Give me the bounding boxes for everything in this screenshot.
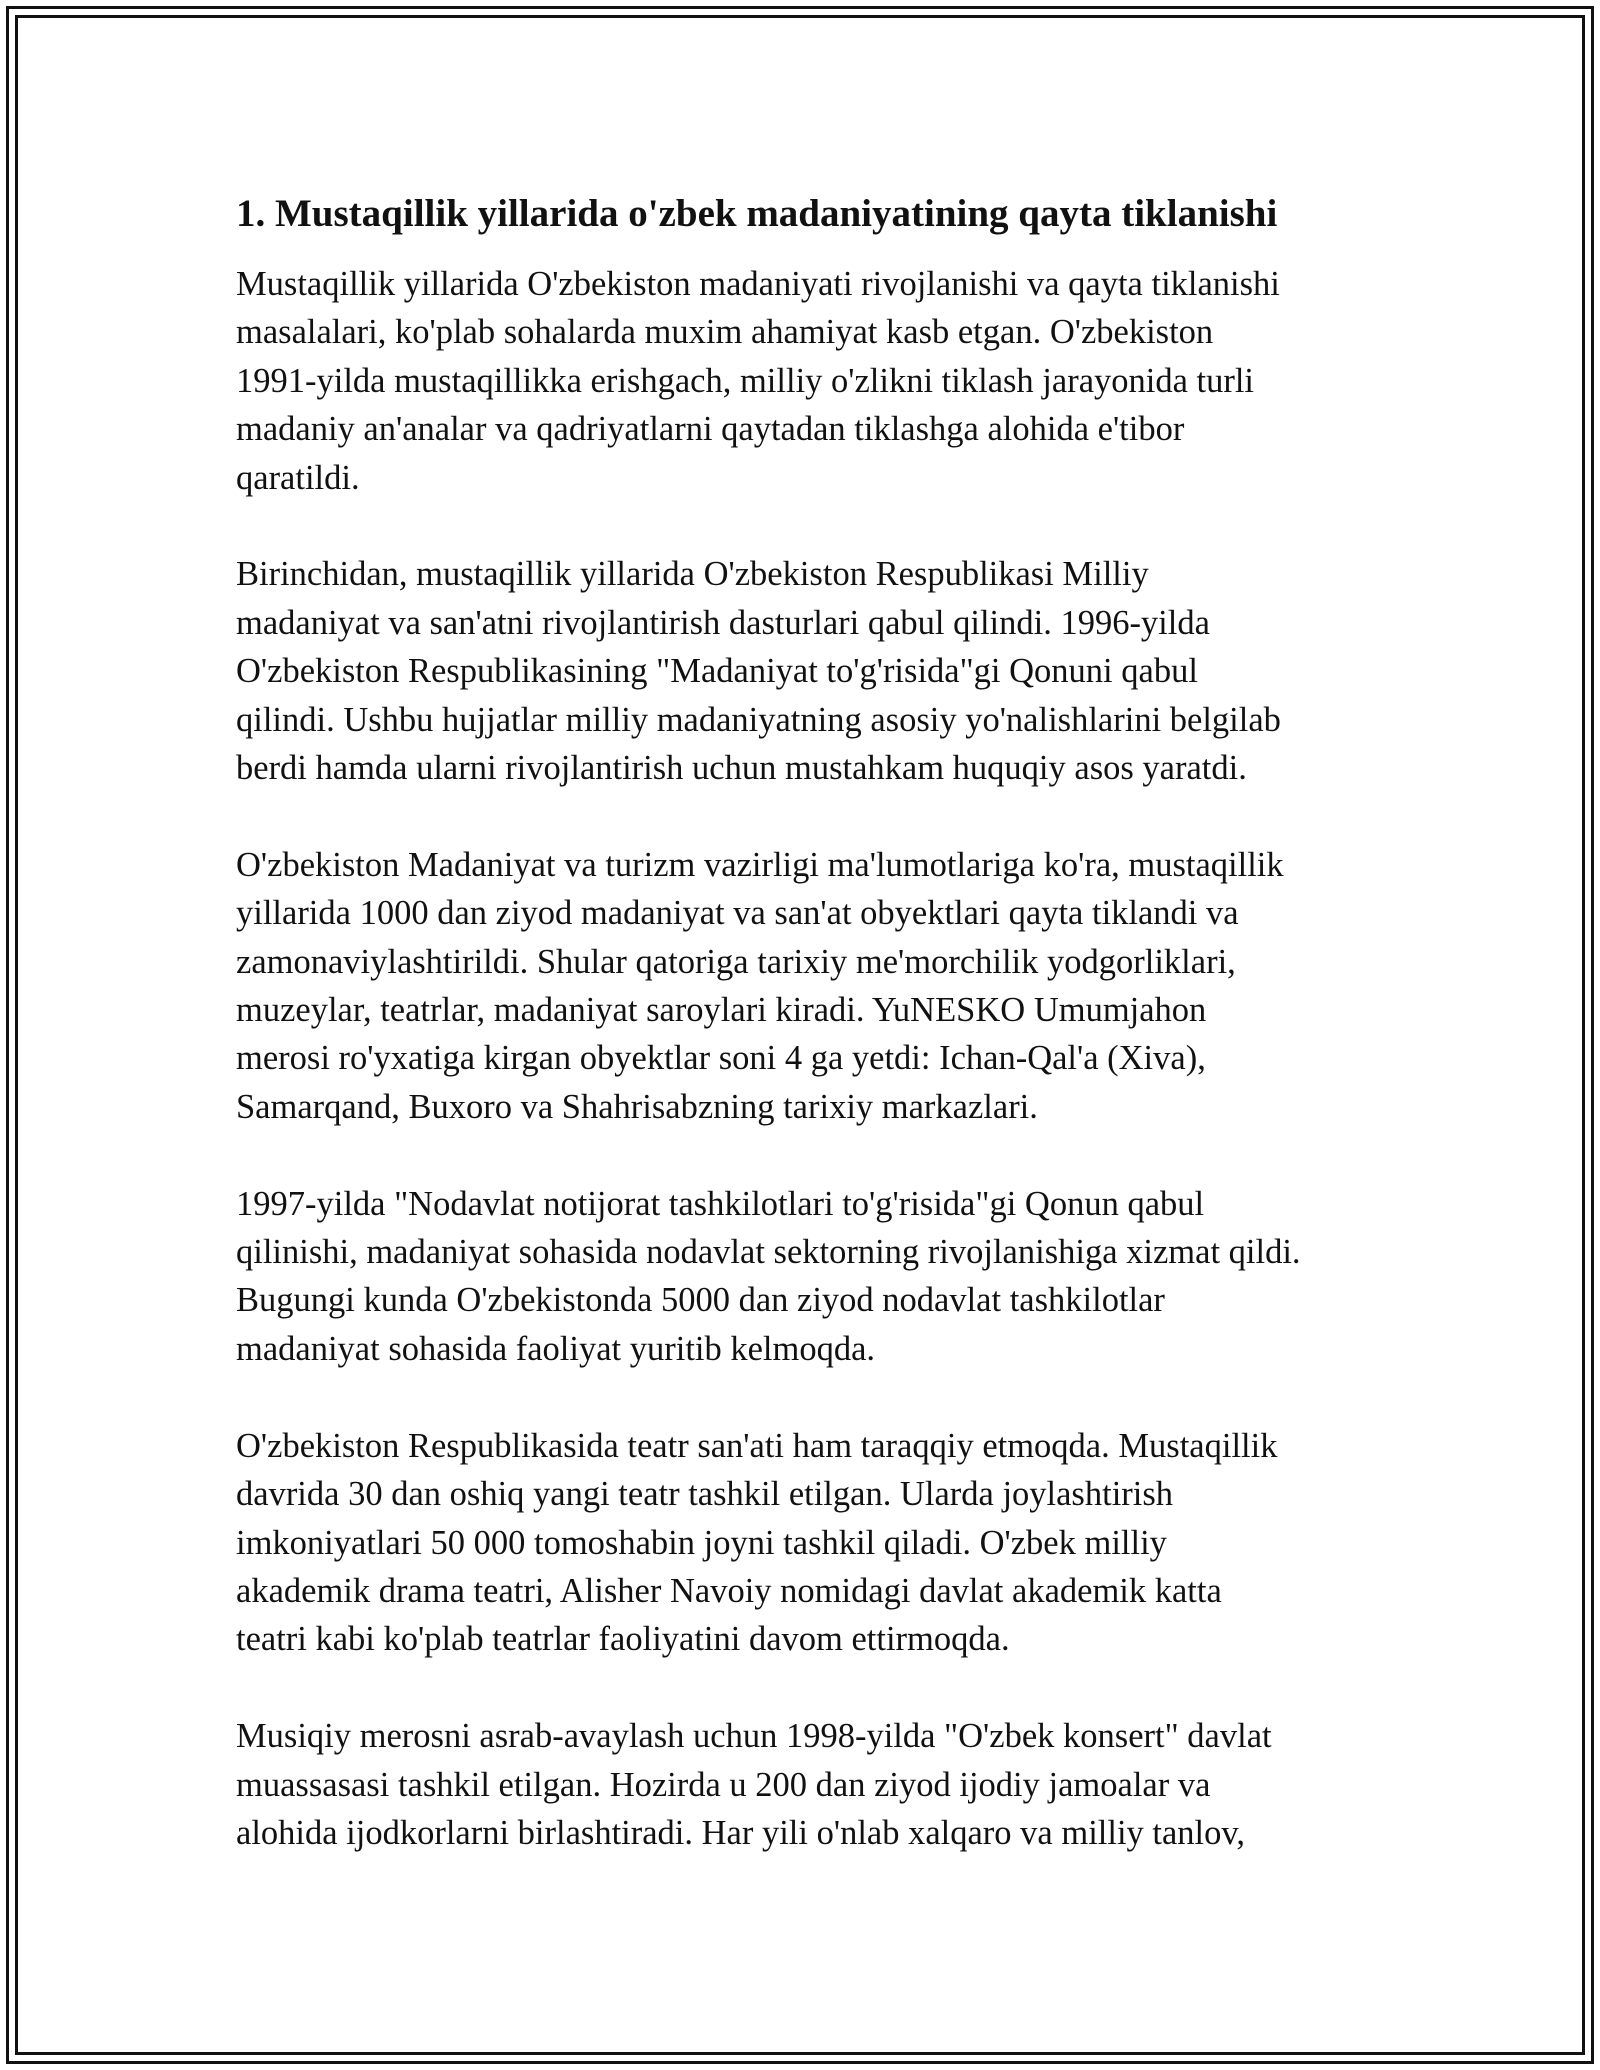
paragraph-line: Musiqiy merosni asrab-avaylash uchun 1998-yilda "O'zbek konsert" davlat — [236, 1717, 1272, 1756]
paragraph-line: muzeylar, teatrlar, madaniyat saroylari kiradi. YuNESKO Umumjahon — [236, 991, 1207, 1030]
paragraph-line: alohida ijodkorlarni birlashtiradi. Har yili o'nlab xalqaro va milliy tanlov, — [236, 1813, 1246, 1852]
paragraph — [236, 841, 1376, 1131]
paragraph — [236, 260, 1376, 502]
paragraph — [236, 1712, 1376, 1857]
paragraph-line: teatri kabi ko'plab teatrlar faoliyatini davom ettirmoqda. — [236, 1620, 1010, 1659]
paragraph-line: O'zbekiston Respublikasida teatr san'ati ham taraqqiy etmoqda. Mustaqillik — [236, 1426, 1278, 1465]
document-body — [236, 186, 1376, 1906]
paragraph — [236, 1422, 1376, 1664]
paragraph-line: qaratildi. — [236, 458, 360, 497]
paragraph-line: qilindi. Ushbu hujjatlar milliy madaniyatning asosiy yo'nalishlarini belgilab — [236, 700, 1281, 739]
paragraph-line: 1991-yilda mustaqillikka erishgach, milliy o'zlikni tiklash jarayonida turli — [236, 361, 1255, 400]
paragraph-line: Birinchidan, mustaqillik yillarida O'zbekiston Respublikasi Milliy — [236, 555, 1149, 594]
paragraph-line: Bugungi kunda O'zbekistonda 5000 dan ziyod nodavlat tashkilotlar — [236, 1281, 1165, 1320]
paragraph-line: O'zbekiston Madaniyat va turizm vazirligi ma'lumotlariga ko'ra, mustaqillik — [236, 845, 1284, 884]
paragraph-line: davrida 30 dan oshiq yangi teatr tashkil etilgan. Ularda joylashtirish — [236, 1475, 1174, 1514]
paragraph-line: madaniy an'analar va qadriyatlarni qaytadan tiklashga alohida e'tibor — [236, 410, 1185, 449]
paragraph-line: qilinishi, madaniyat sohasida nodavlat sektorning rivojlanishiga xizmat qildi. — [236, 1233, 1301, 1272]
paragraph — [236, 550, 1376, 792]
section-heading: 1. Mustaqillik yillarida o'zbek madaniyatining qayta tiklanishi — [236, 192, 1278, 235]
paragraph-line: akademik drama teatri, Alisher Navoiy nomidagi davlat akademik katta — [236, 1571, 1222, 1610]
paragraph-line: Samarqand, Buxoro va Shahrisabzning tarixiy markazlari. — [236, 1087, 1038, 1126]
paragraph-line: merosi ro'yxatiga kirgan obyektlar soni 4 ga yetdi: Ichan-Qal'a (Xiva), — [236, 1039, 1206, 1078]
paragraph-line: zamonaviylashtirildi. Shular qatoriga tarixiy me'morchilik yodgorliklari, — [236, 942, 1236, 981]
paragraph-line: 1997-yilda "Nodavlat notijorat tashkilotlari to'g'risida"gi Qonun qabul — [236, 1184, 1205, 1223]
paragraph-line: O'zbekiston Respublikasining "Madaniyat to'g'risida"gi Qonuni qabul — [236, 652, 1198, 691]
paragraph-list — [236, 260, 1376, 1857]
paragraph-line: berdi hamda ularni rivojlantirish uchun mustahkam huquqiy asos yaratdi. — [236, 749, 1247, 788]
paragraph-line: madaniyat va san'atni rivojlantirish dasturlari qabul qilindi. 1996-yilda — [236, 603, 1210, 642]
paragraph-line: yillarida 1000 dan ziyod madaniyat va san'at obyektlari qayta tiklandi va — [236, 894, 1239, 933]
paragraph — [236, 1180, 1376, 1374]
paragraph-line: madaniyat sohasida faoliyat yuritib kelmoqda. — [236, 1329, 876, 1368]
paragraph-line: muassasasi tashkil etilgan. Hozirda u 200 dan ziyod ijodiy jamoalar va — [236, 1765, 1211, 1804]
paragraph-line: masalalari, ko'plab sohalarda muxim ahamiyat kasb etgan. O'zbekiston — [236, 313, 1214, 352]
paragraph-line: imkoniyatlari 50 000 tomoshabin joyni tashkil qiladi. O'zbek milliy — [236, 1523, 1167, 1562]
paragraph-line: Mustaqillik yillarida O'zbekiston madaniyati rivojlanishi va qayta tiklanishi — [236, 265, 1280, 303]
